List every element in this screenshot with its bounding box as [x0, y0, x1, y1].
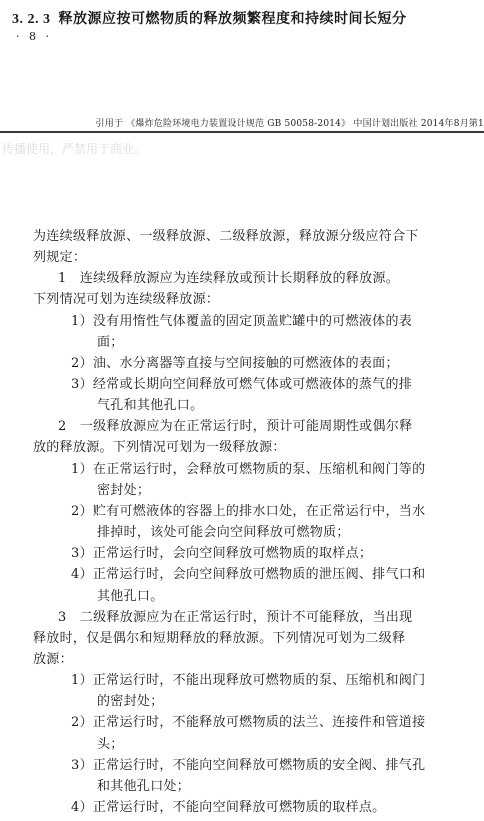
text-line: 3）正常运行时，会向空间释放可燃物质的取样点；: [71, 546, 373, 562]
text-line: 2）贮有可燃液体的容器上的排水口处，在正常运行中，当水: [71, 503, 426, 519]
text-line: 列规定：: [33, 250, 87, 266]
text-line: 头；: [97, 736, 124, 752]
text-line: 为连续级释放源、一级释放源、二级释放源，释放源分级应符合下: [33, 229, 419, 244]
text-line: 2 一级释放源应为在正常运行时，预计可能周期性或偶尔释: [58, 419, 413, 435]
text-line: 放源：: [33, 651, 73, 667]
section-title: 释放源应按可燃物质的释放频繁程度和持续时间长短分: [58, 11, 407, 27]
text-line: 排掉时，该处可能会向空间释放可燃物质；: [97, 525, 350, 541]
text-line: 4）正常运行时，会向空间释放可燃物质的泄压阀、排气口和: [71, 567, 426, 583]
header-rule: [0, 131, 484, 133]
section-heading: [12, 8, 407, 28]
text-line: 密封处；: [97, 482, 151, 498]
text-line: 面；: [97, 334, 124, 350]
watermark-text: 传播使用，严禁用于商业。: [2, 142, 147, 156]
text-line: 气孔和其他孔口。: [97, 398, 204, 414]
text-line: 的密封处；: [97, 694, 164, 710]
text-line: 1 连续级释放源应为连续释放或预计长期释放的释放源。: [58, 271, 400, 287]
text-line: 其他孔口。: [97, 588, 164, 604]
text-line: 3）正常运行时，不能向空间释放可燃物质的安全阀、排气孔: [71, 757, 426, 773]
text-line: 1）在正常运行时，会释放可燃物质的泵、压缩机和阀门等的: [71, 461, 426, 477]
text-line: 和其他孔口处；: [97, 778, 191, 794]
text-line: 下列情况可划为连续级释放源：: [33, 292, 220, 308]
text-line: 1）正常运行时，不能出现释放可燃物质的泵、压缩机和阀门: [71, 673, 426, 689]
text-line: 3）经常或长期向空间释放可燃气体或可燃液体的蒸气的排: [71, 377, 413, 393]
text-line: 释放时，仅是偶尔和短期释放的释放源。下列情况可划为二级释: [33, 630, 406, 646]
citation-line: 引用于 《爆炸危险环境电力装置设计规范 GB 50058-2014》 中国计划出版社 2014年8月第1: [95, 119, 484, 129]
text-line: 放的释放源。下列情况可划为一级释放源：: [33, 440, 286, 456]
page-number: · 8 ·: [16, 30, 52, 43]
section-number: 3. 2. 3: [12, 12, 51, 27]
text-line: 2）正常运行时，不能释放可燃物质的法兰、连接件和管道接: [71, 715, 426, 731]
text-line: 2）油、水分离器等直接与空间接触的可燃液体的表面；: [71, 355, 399, 371]
text-line: 4）正常运行时，不能向空间释放可燃物质的取样点。: [71, 800, 386, 815]
text-line: 1）没有用惰性气体覆盖的固定顶盖贮罐中的可燃液体的表: [71, 313, 413, 329]
text-line: 3 二级释放源应为在正常运行时，预计不可能释放，当出现: [58, 609, 413, 625]
